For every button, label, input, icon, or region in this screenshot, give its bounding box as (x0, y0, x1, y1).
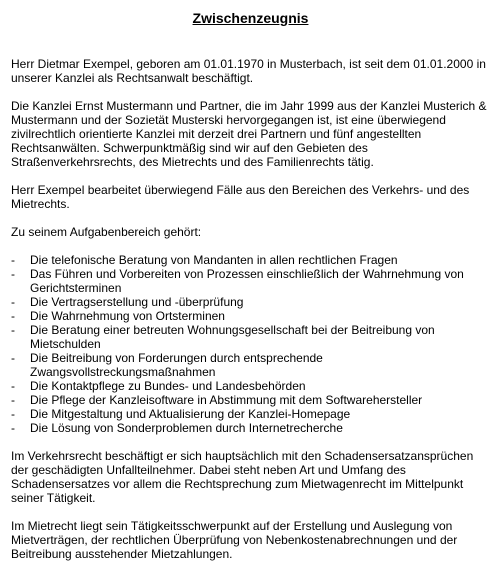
list-dash: - (11, 295, 15, 309)
list-item-text: Die Pflege der Kanzleisoftware in Abstimmung mit dem Softwarehersteller (30, 393, 423, 407)
list-dash: - (11, 351, 15, 365)
list-item (11, 323, 490, 351)
list-item-text: Die telefonische Beratung von Mandanten in allen rechtlichen Fragen (30, 253, 398, 267)
list-item-text: Die Kontaktpflege zu Bundes- und Landesbehörden (30, 379, 306, 393)
list-item-text: Die Beratung einer betreuten Wohnungsgesellschaft bei der Beitreibung von Mietschulden (30, 323, 435, 351)
list-item (11, 253, 490, 267)
list-dash: - (11, 379, 15, 393)
list-item-text: Das Führen und Vorbereiten von Prozessen einschließlich der Wahrnehmung von Gerichtsterminen (30, 267, 464, 295)
list-item (11, 309, 490, 323)
list-item-text: Die Vertragserstellung und -überprüfung (30, 295, 244, 309)
list-dash: - (11, 393, 15, 407)
list-dash: - (11, 309, 15, 323)
document-title: Zwischenzeugnis (192, 10, 309, 26)
list-item (11, 421, 490, 435)
list-dash: - (11, 323, 15, 337)
paragraph-tenancy-law: Im Mietrecht liegt sein Tätigkeitsschwerpunkt auf der Erstellung und Auslegung von Mietverträgen, der rechtlichen Überprüfung von Nebenkostenabrechnungen und der Beitreibung ausstehender Mietzahlungen. (11, 519, 458, 561)
task-list (11, 253, 490, 435)
list-item (11, 393, 490, 407)
paragraph-focus-areas: Herr Exempel bearbeitet überwiegend Fälle aus den Bereichen des Verkehrs- und des Mietrechts. (11, 183, 470, 211)
list-item-text: Die Beitreibung von Forderungen durch entsprechende Zwangsvollstreckungsmaßnahmen (30, 351, 323, 379)
paragraph-employment: Herr Dietmar Exempel, geboren am 01.01.1970 in Musterbach, ist seit dem 01.01.2000 in unserer Kanzlei als Rechtsanwalt beschäftigt. (11, 57, 486, 85)
list-dash: - (11, 407, 15, 421)
paragraph-task-intro: Zu seinem Aufgabenbereich gehört: (11, 225, 202, 239)
list-dash: - (11, 267, 15, 281)
list-item (11, 351, 490, 379)
list-item (11, 407, 490, 421)
list-item-text: Die Wahrnehmung von Ortsterminen (30, 309, 225, 323)
list-item (11, 379, 490, 393)
list-dash: - (11, 421, 15, 435)
list-item-text: Die Mitgestaltung und Aktualisierung der Kanzlei-Homepage (30, 407, 351, 421)
list-dash: - (11, 253, 15, 267)
list-item-text: Die Lösung von Sonderproblemen durch Internetrecherche (30, 421, 343, 435)
paragraph-firm-description: Die Kanzlei Ernst Mustermann und Partner, die im Jahr 1999 aus der Kanzlei Musterich & Mustermann und der Sozietät Musterski hervorgegangen ist, ist eine überwiegend zivilrechtlich orientierte Kanzlei mit derzeit drei Partnern und fünf angestellten Rechtsanwälten. Schwerpunktmäßig sind wir auf den Gebieten des Straßenverkehrsrechts, des Mietrechts und des Familienrechts tätig. (11, 99, 487, 169)
list-item (11, 267, 490, 295)
paragraph-traffic-law: Im Verkehrsrecht beschäftigt er sich hauptsächlich mit den Schadensersatzansprüchen der geschädigten Unfallteilnehmer. Dabei steht neben Art und Umfang des Schadensersatzes vor allem die Rechtsprechung zum Mietwagenrecht im Mittelpunkt seiner Tätigkeit. (11, 449, 474, 505)
list-item (11, 295, 490, 309)
